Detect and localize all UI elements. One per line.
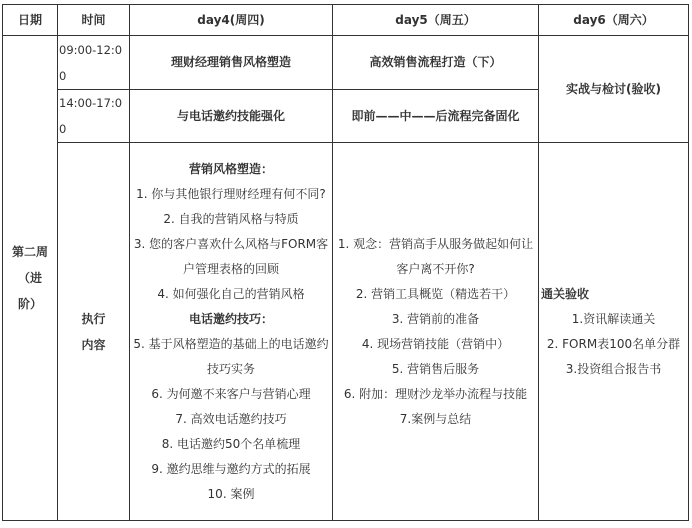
content-row: [3, 143, 689, 521]
course-schedule-table: [2, 4, 689, 521]
day5-item: 1. 观念：营销高手从服务做起如何让客户离不开你?: [337, 236, 534, 276]
day4-item: 9. 邀约思维与邀约方式的拓展: [151, 461, 311, 476]
day5-item: 7.案例与总结: [399, 411, 472, 426]
day5-afternoon-title: 即前——中——后流程完备固化: [333, 90, 539, 143]
day4-item: 2. 自我的营销风格与特质: [163, 211, 299, 226]
slot-time-afternoon: 14:00-17:00: [58, 90, 130, 143]
header-day4: day4(周四): [130, 5, 333, 36]
header-time: 时间: [58, 5, 130, 36]
day4-content: [130, 143, 333, 521]
day5-item: 3. 营销前的准备: [391, 311, 480, 326]
day4-item: 10. 案例: [207, 486, 255, 501]
slot-row-morning: [3, 36, 689, 90]
header-row: [3, 5, 689, 36]
day4-heading-style: 营销风格塑造：: [188, 161, 273, 176]
day5-morning-title: 高效销售流程打造（下）: [333, 36, 539, 90]
day4-item: 7. 高效电话邀约技巧: [175, 411, 287, 426]
day5-item: 2. 营销工具概览（精选若干）: [355, 286, 516, 301]
day6-item: 1.资讯解读通关: [571, 311, 656, 326]
day4-item: 8. 电话邀约50个名单梳理: [161, 436, 301, 451]
day4-heading-phone: 电话邀约技巧：: [188, 311, 273, 326]
day5-content: [333, 143, 539, 521]
slot-time-morning: 09:00-12:00: [58, 36, 130, 90]
day6-content: [539, 143, 689, 521]
day4-item: 6. 为何邀不来客户与营销心理: [151, 386, 311, 401]
day4-item: 1. 你与其他银行理财经理有何不同?: [136, 186, 326, 201]
header-day5: day5（周五）: [333, 5, 539, 36]
day4-item: 5. 基于风格塑造的基础上的电话邀约技巧实务: [133, 336, 329, 376]
day4-afternoon-title: 与电话邀约技能强化: [130, 90, 333, 143]
day6-item: 2. FORM表100名单分群: [546, 336, 681, 351]
day4-morning-title: 理财经理销售风格塑造: [130, 36, 333, 90]
day4-item: 3. 您的客户喜欢什么风格与FORM客户管理表格的回顾: [133, 236, 329, 276]
header-date: 日期: [3, 5, 58, 36]
day6-heading: 通关验收: [541, 286, 590, 301]
header-day6: day6（周六）: [539, 5, 689, 36]
exec-label: 执行内容: [58, 143, 130, 521]
week-label: 第二周（进阶）: [3, 36, 58, 521]
day5-item: 4. 现场营销技能（营销中）: [361, 336, 510, 351]
day6-item: 3.投资组合报告书: [565, 361, 662, 376]
day4-item: 4. 如何强化自己的营销风格: [157, 286, 305, 301]
day5-item: 5. 营销售后服务: [391, 361, 480, 376]
day5-item: 6. 附加：理财沙龙举办流程与技能: [343, 386, 528, 401]
day6-title: 实战与检讨(验收): [539, 36, 689, 143]
